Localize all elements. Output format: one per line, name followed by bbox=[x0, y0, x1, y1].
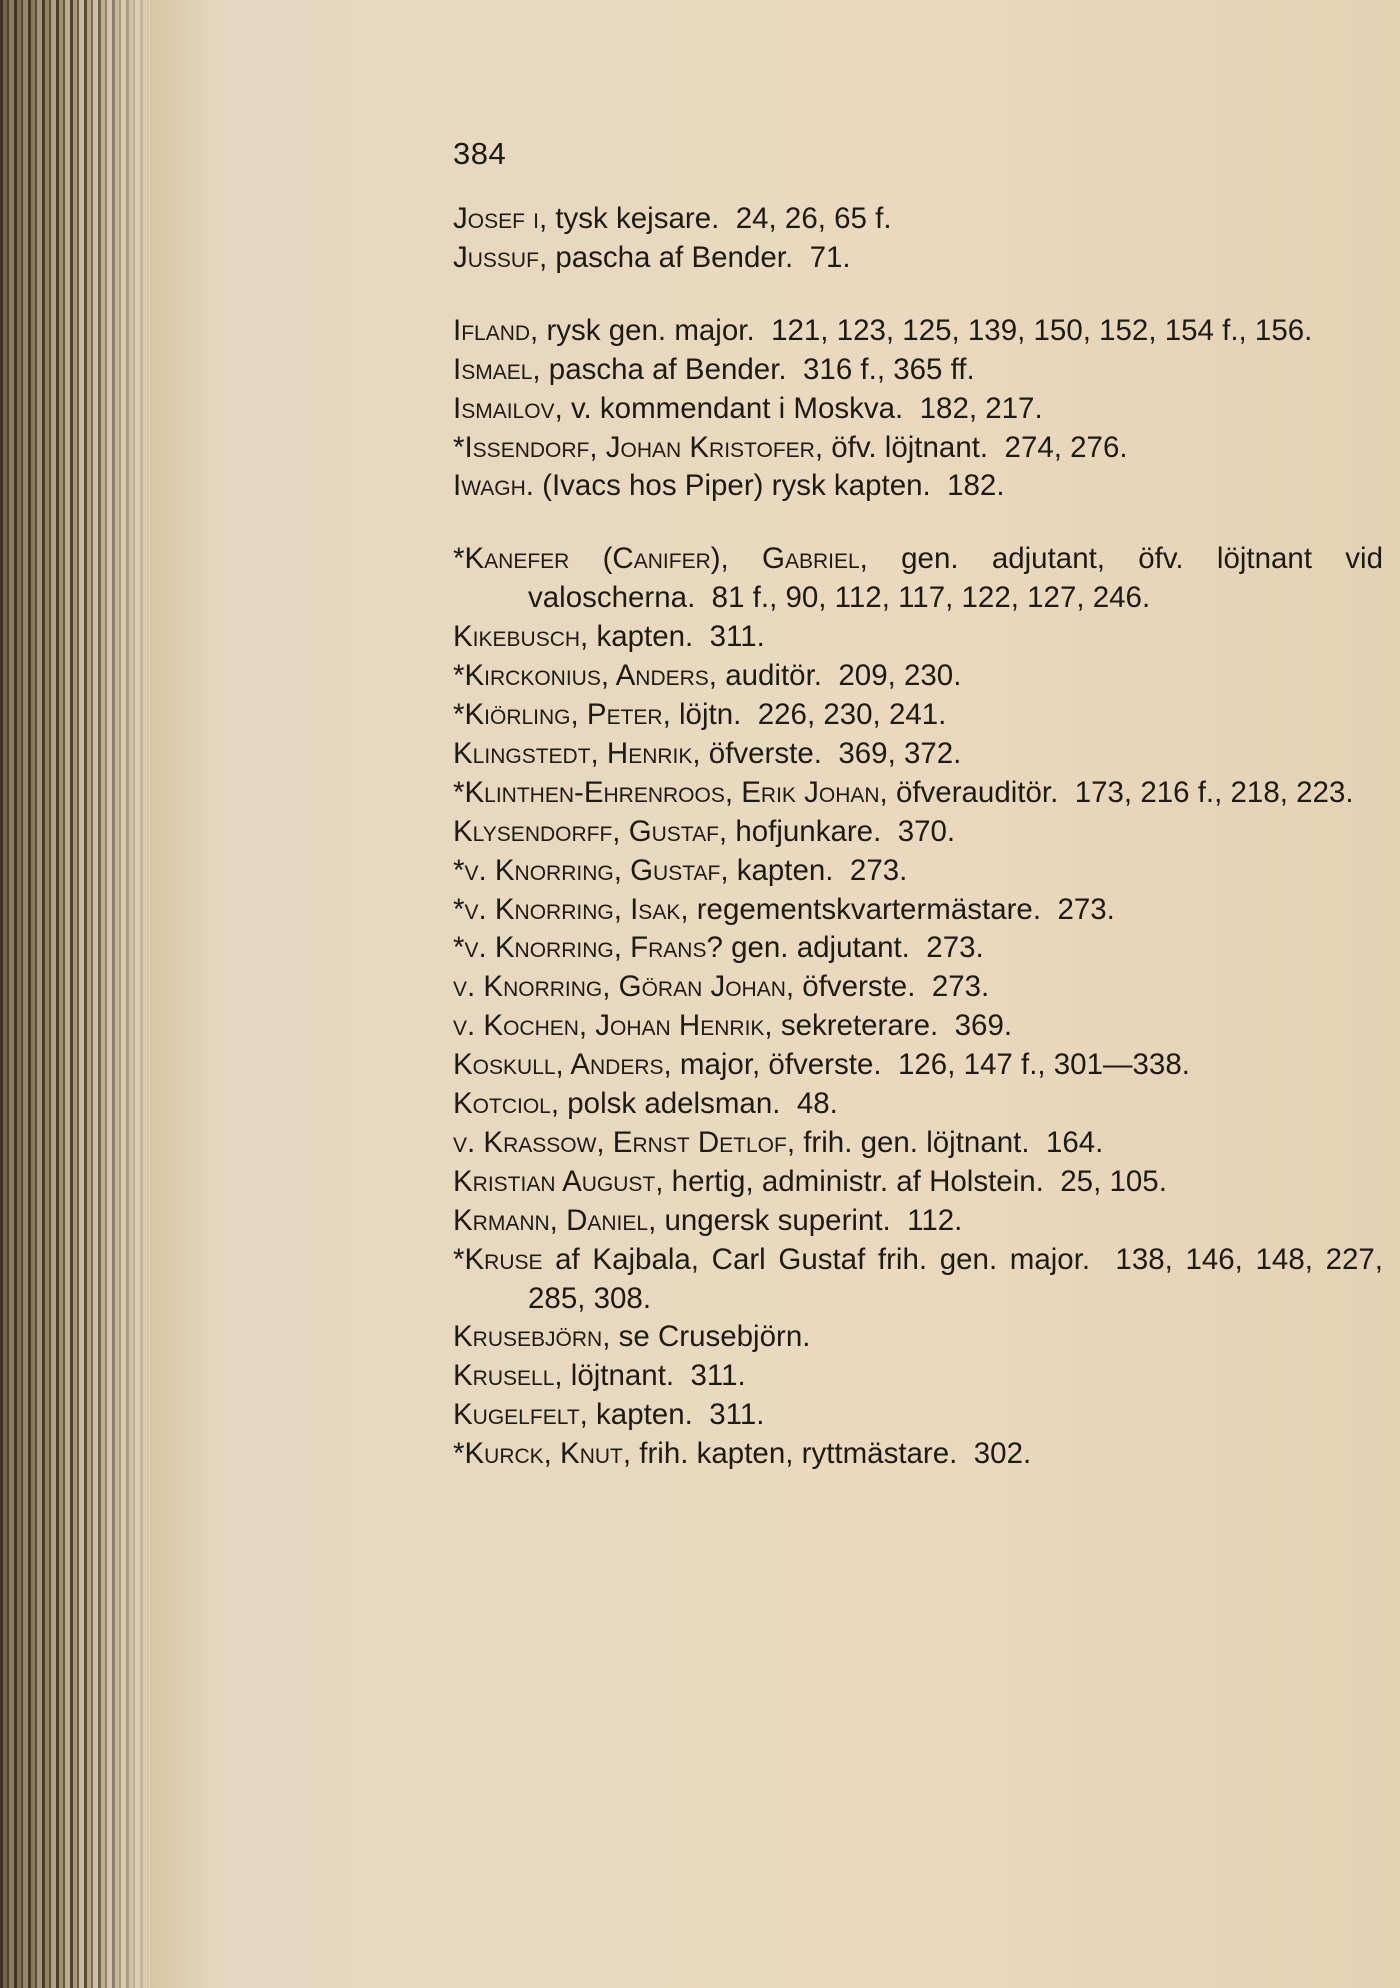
entry-page-refs: 273. bbox=[1057, 892, 1115, 926]
index-entry bbox=[453, 1318, 1383, 1357]
entry-page-refs: 273. bbox=[926, 931, 984, 965]
entry-name: Kristian August bbox=[453, 1164, 656, 1198]
index-entry bbox=[453, 429, 1383, 468]
index-entry bbox=[453, 929, 1383, 968]
entry-description: , auditör. bbox=[708, 659, 822, 693]
entry-description: , major, öfverste. bbox=[663, 1048, 882, 1082]
entry-name: Klysendorff, Gustaf bbox=[453, 814, 719, 848]
index-entry bbox=[453, 1085, 1383, 1124]
entry-name: *Klinthen-Ehrenroos, Erik Johan bbox=[453, 775, 880, 809]
entry-description: . (Ivacs hos Piper) rysk kapten. bbox=[525, 469, 931, 503]
index-entry bbox=[453, 540, 1383, 618]
entry-name: Jussuf bbox=[453, 240, 539, 274]
entry-page-refs: 182, 217. bbox=[919, 391, 1043, 425]
entry-name: v. Kochen, Johan Henrik bbox=[453, 1009, 765, 1043]
entry-description: , kapten. bbox=[579, 1398, 693, 1432]
index-entry bbox=[453, 1435, 1383, 1474]
entry-page-refs: 226, 230, 241. bbox=[757, 697, 947, 731]
entry-page-refs: 273. bbox=[931, 970, 990, 1004]
entry-description: , rysk gen. major. bbox=[530, 313, 755, 347]
entry-description: , hofjunkare. bbox=[718, 814, 882, 848]
entry-name: *Issendorf, Johan Kristofer bbox=[453, 430, 815, 464]
entry-page-refs: 369. bbox=[954, 1009, 1013, 1043]
entry-page-refs: 81 f., 90, 112, 117, 122, 127, 246. bbox=[711, 581, 1151, 615]
entry-description: , kapten. bbox=[720, 853, 834, 887]
entry-page-refs: 274, 276. bbox=[1004, 430, 1128, 464]
entry-page-refs: 273. bbox=[849, 853, 908, 887]
index-entry bbox=[453, 1202, 1383, 1241]
entry-name: Klingstedt, Henrik bbox=[453, 736, 693, 770]
entry-page-refs: 311. bbox=[709, 1398, 765, 1432]
entry-page-refs: 316 f., 365 ff. bbox=[803, 352, 975, 386]
entry-name: Kugelfelt bbox=[453, 1398, 580, 1432]
entry-description: , frih. gen. löjtnant. bbox=[786, 1125, 1030, 1159]
index-entry bbox=[453, 618, 1383, 657]
entry-name: Kotciol bbox=[453, 1087, 551, 1121]
entry-page-refs: 71. bbox=[809, 240, 851, 274]
entry-name: *Kanefer (Canifer), Gabriel bbox=[453, 542, 860, 576]
entry-name: *v. Knorring, Isak bbox=[453, 892, 681, 926]
entry-name: v. Knorring, Göran Johan bbox=[453, 970, 786, 1004]
index-entry bbox=[453, 968, 1383, 1007]
entry-page-refs: 182. bbox=[947, 469, 1005, 503]
book-binding-edge bbox=[0, 0, 150, 1988]
entry-page-refs: 311. bbox=[709, 620, 765, 654]
index-entry bbox=[453, 1241, 1383, 1319]
entry-description: , öfv. löjtnant. bbox=[814, 430, 989, 464]
index-entry bbox=[453, 1124, 1383, 1163]
entry-name: *Kiörling, Peter bbox=[453, 697, 663, 731]
entry-description: , ungersk superint. bbox=[648, 1203, 891, 1237]
entry-name: *Kirckonius, Anders bbox=[453, 659, 709, 693]
entry-name: v. Krassow, Ernst Detlof bbox=[453, 1125, 787, 1159]
entry-page-refs: 311. bbox=[690, 1359, 746, 1393]
entry-description: , pascha af Bender. bbox=[538, 240, 794, 274]
entry-description: , kapten. bbox=[580, 620, 694, 654]
entry-name: Josef i bbox=[453, 202, 539, 235]
entry-description: af Kajbala, Carl Gustaf frih. gen. major. bbox=[542, 1242, 1091, 1276]
entry-description: , pascha af Bender. bbox=[532, 352, 787, 386]
entry-description: , se Crusebjörn. bbox=[602, 1320, 811, 1354]
index-entry bbox=[453, 1007, 1383, 1046]
entry-name: *Kurck, Knut bbox=[453, 1437, 623, 1471]
index-entry bbox=[453, 813, 1383, 852]
index-entry bbox=[453, 1046, 1383, 1085]
index-entry bbox=[453, 1163, 1383, 1202]
index-list bbox=[453, 200, 1383, 1474]
index-entry bbox=[453, 891, 1383, 930]
index-entry bbox=[453, 774, 1383, 813]
index-entry bbox=[453, 657, 1383, 696]
entry-page-refs: 173, 216 f., 218, 223. bbox=[1074, 775, 1354, 809]
entry-description: , tysk kejsare. bbox=[538, 202, 720, 235]
entry-description: gen. adjutant. bbox=[722, 931, 910, 965]
entry-description: , löjtnant. bbox=[554, 1359, 675, 1393]
entry-name: *v. Knorring, Frans? bbox=[453, 931, 723, 965]
entry-page-refs: 121, 123, 125, 139, 150, 152, 154 f., 156. bbox=[771, 313, 1313, 347]
index-entry bbox=[453, 467, 1383, 506]
entry-page-refs: 112. bbox=[907, 1203, 963, 1237]
entry-name: Krusebjörn bbox=[453, 1320, 603, 1354]
entry-page-refs: 209, 230. bbox=[838, 659, 962, 693]
entry-name: Ifland bbox=[453, 313, 531, 347]
entry-description: , polsk adelsman. bbox=[550, 1087, 781, 1121]
entry-description: , löjtn. bbox=[662, 697, 742, 731]
index-entry bbox=[453, 351, 1383, 390]
index-entry bbox=[453, 239, 1383, 278]
entry-page-refs: 164. bbox=[1045, 1125, 1104, 1159]
entry-page-refs: 25, 105. bbox=[1060, 1164, 1167, 1198]
entry-page-refs: 126, 147 f., 301—338. bbox=[897, 1048, 1190, 1082]
entry-name: Kikebusch bbox=[453, 620, 581, 654]
entry-description: , sekreterare. bbox=[764, 1009, 939, 1043]
entry-description: , v. kommendant i Moskva. bbox=[554, 391, 904, 425]
entry-name: *v. Knorring, Gustaf bbox=[453, 853, 721, 887]
page-number: 384 bbox=[453, 136, 507, 171]
entry-name: Ismael bbox=[453, 352, 533, 386]
entry-description: , hertig, administr. af Holstein. bbox=[655, 1164, 1044, 1198]
entry-name: Krmann, Daniel bbox=[453, 1203, 649, 1237]
entry-page-refs: 138, 146, 148, 227, 285, 308. bbox=[528, 1242, 1383, 1315]
entry-description: , öfverste. bbox=[785, 970, 916, 1004]
entry-page-refs: 24, 26, 65 f. bbox=[735, 202, 892, 235]
entry-page-refs: 302. bbox=[973, 1437, 1032, 1471]
entry-name: Ismailov bbox=[453, 391, 555, 425]
entry-page-refs: 370. bbox=[897, 814, 956, 848]
entry-description: , öfverste. bbox=[692, 736, 822, 770]
entry-name: *Kruse bbox=[453, 1242, 543, 1276]
index-entry bbox=[453, 1396, 1383, 1435]
entry-name: Koskull, Anders bbox=[453, 1048, 664, 1082]
entry-name: Iwagh bbox=[453, 469, 526, 503]
index-entry bbox=[453, 390, 1383, 429]
entry-description: , gen. adjutant, öfv. löjtnant vid valoscherna. bbox=[528, 542, 1383, 615]
entry-description: , öfverauditör. bbox=[879, 775, 1059, 809]
index-entry bbox=[453, 852, 1383, 891]
entry-page-refs: 369, 372. bbox=[838, 736, 962, 770]
index-entry bbox=[453, 696, 1383, 735]
index-entry bbox=[453, 200, 1383, 239]
index-entry bbox=[453, 1357, 1383, 1396]
entry-description: , frih. kapten, ryttmästare. bbox=[622, 1437, 958, 1471]
entry-page-refs: 48. bbox=[796, 1087, 838, 1121]
entry-name: Krusell bbox=[453, 1359, 555, 1393]
index-entry bbox=[453, 312, 1383, 351]
index-entry bbox=[453, 735, 1383, 774]
entry-description: , regementskvartermästare. bbox=[680, 892, 1042, 926]
